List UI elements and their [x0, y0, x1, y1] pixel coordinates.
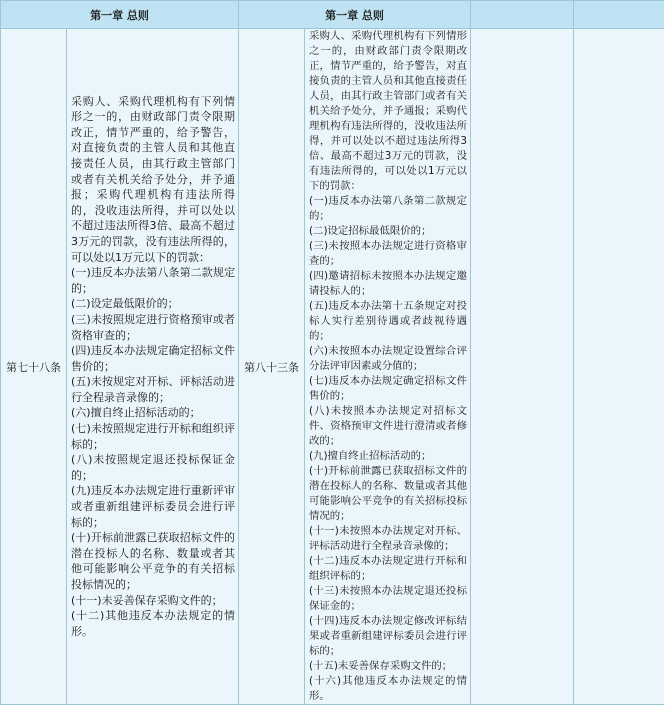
blank-header-cell — [574, 1, 664, 29]
right-paragraph: (十三)未按照本办法规定退还投标保证金的； — [309, 584, 467, 614]
right-paragraph: (七)违反本办法规定确定招标文件售价的； — [309, 374, 467, 404]
left-paragraph: (十二)其他违反本办法规定的情形。 — [71, 608, 235, 639]
right-paragraph: (四)邀请招标未按照本办法规定邀请投标人的； — [309, 269, 467, 299]
right-paragraph: (十六)其他违反本办法规定的情形。 — [309, 674, 467, 704]
right-paragraph: (六)未按照本办法规定设置综合评分法评审因素或分值的； — [309, 344, 467, 374]
left-paragraph: (四)违反本办法规定确定招标文件售价的； — [71, 343, 235, 374]
blank-cell — [574, 29, 664, 705]
left-paragraph: (十)开标前泄露已获取招标文件的潜在投标人的名称、数量或者其他可能影响公平竞争的有关招标投标情况的； — [71, 530, 235, 592]
blank-header-cell — [471, 1, 574, 29]
right-paragraph: (十一)未按照本办法规定对开标、评标活动进行全程录音录像的； — [309, 524, 467, 554]
right-paragraph: (二)设定招标最低限价的； — [309, 224, 467, 239]
left-paragraph: (九)违反本办法规定进行重新评审或者重新组建评标委员会进行评标的； — [71, 483, 235, 530]
right-paragraph: (十四)违反本办法规定修改评标结果或者重新组建评标委员会进行评标的； — [309, 614, 467, 659]
left-chapter-header: 第一章 总则 — [1, 1, 239, 29]
right-paragraph: (十二)违反本办法规定进行开标和组织评标的； — [309, 554, 467, 584]
right-paragraph: (十)开标前泄露已获取招标文件的潜在投标人的名称、数量或者其他可能影响公平竞争的有关招标投标情况的； — [309, 464, 467, 524]
right-paragraph: (十五)未妥善保存采购文件的； — [309, 659, 467, 674]
right-paragraph: (九)擅自终止招标活动的； — [309, 449, 467, 464]
right-paragraph: (五)违反本办法第十五条规定对投标人实行差别待遇或者歧视待遇的； — [309, 299, 467, 344]
left-paragraph: (一)违反本办法第八条第二款规定的； — [71, 265, 235, 296]
right-paragraph: 采购人、采购代理机构有下列情形之一的，由财政部门责令限期改正，情节严重的，给予警告，对直接负责的主管人员和其他直接责任人员，由其行政主管部门或者有关机关给予处分，并予通报；采购代理机构有违法所得的，没收违法所得，并可以处以不超过违法所得3倍、最高不超过3万元的罚款，没有违法所得的，可以处以1万元以下的罚款： — [309, 29, 467, 194]
right-paragraph: (一)违反本办法第八条第二款规定的； — [309, 194, 467, 224]
left-paragraph: (八)未按照规定退还投标保证金的； — [71, 452, 235, 483]
right-article-text — [305, 29, 471, 705]
left-paragraph: (七)未按照规定进行开标和组织评标的； — [71, 421, 235, 452]
left-article-text — [67, 29, 239, 705]
left-paragraph: (六)擅自终止招标活动的； — [71, 405, 235, 421]
left-paragraph: 采购人、采购代理机构有下列情形之一的，由财政部门责令限期改正，情节严重的，给予警告，对直接负责的主管人员和其他直接责任人员，由其行政主管部门或者有关机关给予处分，并予通报；采购代理机构有违法所得的，没收违法所得，并可以处以不超过违法所得3倍、最高不超过3万元的罚款，没有违法所得的，可以处以1万元以下的罚款： — [71, 94, 235, 266]
blank-cell — [471, 29, 574, 705]
left-paragraph: (五)未按规定对开标、评标活动进行全程录音录像的； — [71, 374, 235, 405]
right-paragraph: (三)未按照本办法规定进行资格审查的； — [309, 239, 467, 269]
right-paragraph: (八)未按照本办法规定对招标文件、资格预审文件进行澄清或者修改的； — [309, 404, 467, 449]
right-chapter-header: 第一章 总则 — [239, 1, 471, 29]
right-article-number: 第八十三条 — [239, 29, 305, 705]
left-paragraph: (十一)未妥善保存采购文件的； — [71, 593, 235, 609]
left-paragraph: (二)设定最低限价的； — [71, 296, 235, 312]
left-paragraph: (三)未按照规定进行资格预审或者资格审查的； — [71, 312, 235, 343]
left-article-number: 第七十八条 — [1, 29, 67, 705]
